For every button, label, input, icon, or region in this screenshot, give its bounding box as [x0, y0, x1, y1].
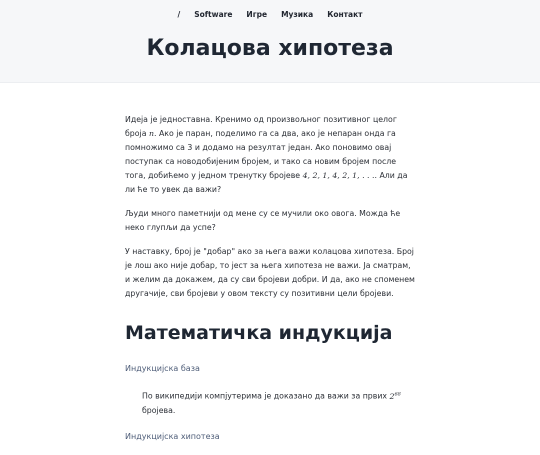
subheading-induction-base: Индукцијска база: [125, 364, 200, 373]
subheading-induction-hypothesis: Индукцијска хипотеза: [125, 431, 220, 441]
site-header: [0, 0, 540, 83]
paragraph-intro: Идеја је једноставна. Кренимо од произвољног позитивног целог броја n. Ако је паран, поделимо га са два, ако је непаран онда га помножимо са 3 и додамо на резултат један. Ако поновимо овај поступак са новодобијеним бројем, и тако са новим бројем после тога, добићемо у једном тренутку бројеве 4, 2, 1, 4, 2, 1, . . .. Али да ли ће то увек да важи?: [125, 115, 408, 194]
nav-link-software[interactable]: Software: [194, 10, 233, 19]
paragraph-definition: У наставку, број је "добар" ако за њега важи колацова хипотеза. Број је лош ако није добар, то јест за њега хипотеза не важи. Ја сматрам, и желим да докажем, да су сви бројеви добри. И да, ако не споменем другачије, сви бројеви у овом тексту су позитивни цели бројеви.: [125, 247, 415, 298]
blockquote-base: По википедији компјутерима је доказано да важи за првих $2^{68}$ бројева.: [142, 391, 401, 415]
nav-link-games[interactable]: Игре: [246, 10, 268, 19]
page-title: Колацова хипотеза: [146, 36, 394, 61]
nav-home-link[interactable]: /: [177, 10, 181, 19]
article-body: [125, 113, 415, 455]
top-nav: [0, 10, 540, 19]
nav-link-music[interactable]: Музика: [281, 10, 314, 19]
math-sequence: 4, 2, 1, 4, 2, 1, . . .: [302, 171, 375, 180]
nav-link-contact[interactable]: Контакт: [327, 10, 363, 19]
math-n: n: [148, 129, 154, 138]
math-power: $2^{68}$: [389, 391, 401, 401]
section-heading-induction: Математичка индукција: [125, 322, 393, 344]
paragraph-people: Људи много паметнији од мене су се мучили око овога. Можда ће неко глупљи да успе?: [125, 209, 401, 232]
